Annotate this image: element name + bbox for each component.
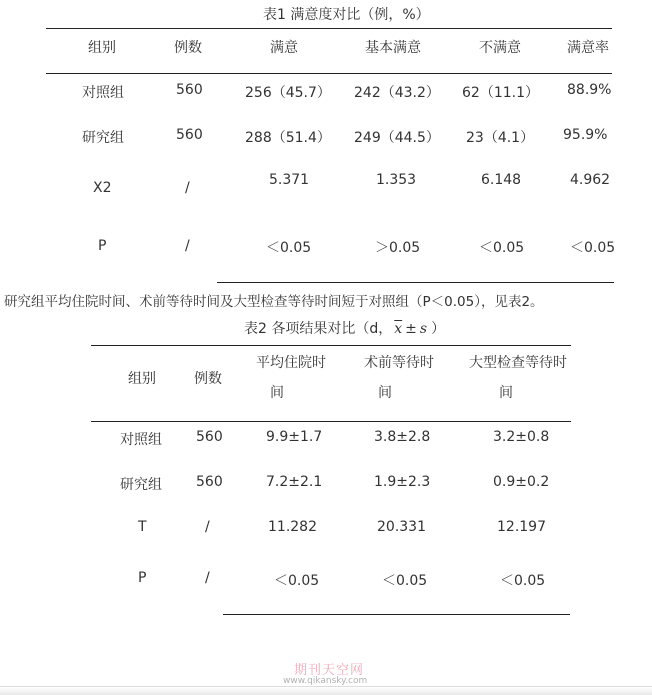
table1-cell: 研究组 xyxy=(82,130,124,146)
table2-title xyxy=(244,318,445,338)
table1-header-basic-satisfied: 基本满意 xyxy=(365,40,421,56)
table2-header-rule xyxy=(91,421,571,422)
table1-cell: 256（45.7） xyxy=(245,85,331,101)
table2-title-prefix: 表2 各项结果对比（d， xyxy=(244,321,393,337)
table2-cell: ＜0.05 xyxy=(274,573,320,589)
table1-cell: 23（4.1） xyxy=(466,130,535,146)
body-paragraph: 研究组平均住院时间、术前等待时间及大型检查等待时间短于对照组（P＜0.05），见表2。 xyxy=(4,294,544,310)
table1-header-satisfied: 满意 xyxy=(270,40,298,56)
table2-cell: 对照组 xyxy=(120,432,162,448)
table2-cell: 1.9±2.3 xyxy=(374,474,431,490)
table1-cell: 5.371 xyxy=(269,172,310,188)
table2-top-rule xyxy=(91,345,571,346)
table2-cell: / xyxy=(205,519,210,535)
table1-cell: 95.9% xyxy=(563,127,608,143)
table1-cell: ＜0.05 xyxy=(266,240,312,256)
table1-cell: 242（43.2） xyxy=(354,85,440,101)
table1-cell: / xyxy=(185,180,190,196)
table2-cell: 3.2±0.8 xyxy=(493,429,550,445)
table2-cell: / xyxy=(205,570,210,586)
table2-cell: T xyxy=(138,519,147,535)
table1-cell: 62（11.1） xyxy=(462,85,539,101)
table1-title: 表1 满意度对比（例，%） xyxy=(263,7,430,23)
table1-cell: 560 xyxy=(176,82,203,98)
watermark-logo: 期刊天空网 xyxy=(294,663,365,678)
table1-cell: 对照组 xyxy=(82,85,124,101)
table1-cell: ＜0.05 xyxy=(570,240,616,256)
table1-top-rule xyxy=(46,28,612,29)
table2-cell: P xyxy=(138,570,147,586)
table1-header-group: 组别 xyxy=(88,40,116,56)
table1-header-rule xyxy=(46,73,612,74)
table1-cell: 560 xyxy=(176,127,203,143)
table1-cell: 6.148 xyxy=(481,172,522,188)
table1-cell: 88.9% xyxy=(567,82,612,98)
table2-title-pm: ± xyxy=(405,321,417,337)
table2-header-col1-line1: 平均住院时 xyxy=(256,355,326,371)
table1-cell: 288（51.4） xyxy=(245,130,331,146)
table2-cell: 研究组 xyxy=(120,477,162,493)
table2-header-group: 组别 xyxy=(128,371,156,387)
table2-header-col3-line1: 大型检查等待时 xyxy=(469,355,567,371)
table2-cell: 560 xyxy=(196,474,223,490)
table2-header-col2-line1: 术前等待时 xyxy=(364,355,434,371)
table2-header-col1-line2: 间 xyxy=(270,385,284,401)
table2-title-suffix: ） xyxy=(431,321,446,337)
table1-cell: 1.353 xyxy=(376,172,417,188)
table2-cell: ＜0.05 xyxy=(382,573,428,589)
table2-cell: 560 xyxy=(196,429,223,445)
table2-title-s: s xyxy=(419,321,428,337)
table1-header-count: 例数 xyxy=(174,40,202,56)
table2-cell: 11.282 xyxy=(268,519,317,535)
table1-bottom-rule xyxy=(217,282,614,283)
table1-cell: / xyxy=(185,238,190,254)
table2-cell: 0.9±0.2 xyxy=(493,474,550,490)
table2-cell: 20.331 xyxy=(377,519,426,535)
table2-header-col3-line2: 间 xyxy=(499,385,513,401)
table1-cell: X2 xyxy=(93,180,112,196)
table2-title-xbar: $\overline{x}$ xyxy=(394,321,403,337)
table1-header-rate: 满意率 xyxy=(567,40,609,56)
watermark-url: www.qikansky.com xyxy=(283,676,368,686)
table2-header-col2-line2: 间 xyxy=(378,385,392,401)
table2-cell: 9.9±1.7 xyxy=(266,429,323,445)
table1-header-unsatisfied: 不满意 xyxy=(479,40,521,56)
table2-cell: ＜0.05 xyxy=(500,573,546,589)
table2-header-count: 例数 xyxy=(194,371,222,387)
table2-cell: 12.197 xyxy=(497,519,546,535)
table1-cell: 249（44.5） xyxy=(354,130,440,146)
table1-cell: ＞0.05 xyxy=(375,240,421,256)
table1-cell: ＜0.05 xyxy=(479,240,525,256)
table2-bottom-rule xyxy=(223,614,570,615)
table1-cell: P xyxy=(98,238,107,254)
table2-cell: 7.2±2.1 xyxy=(266,474,323,490)
table1-cell: 4.962 xyxy=(570,172,611,188)
table2-cell: 3.8±2.8 xyxy=(374,429,431,445)
